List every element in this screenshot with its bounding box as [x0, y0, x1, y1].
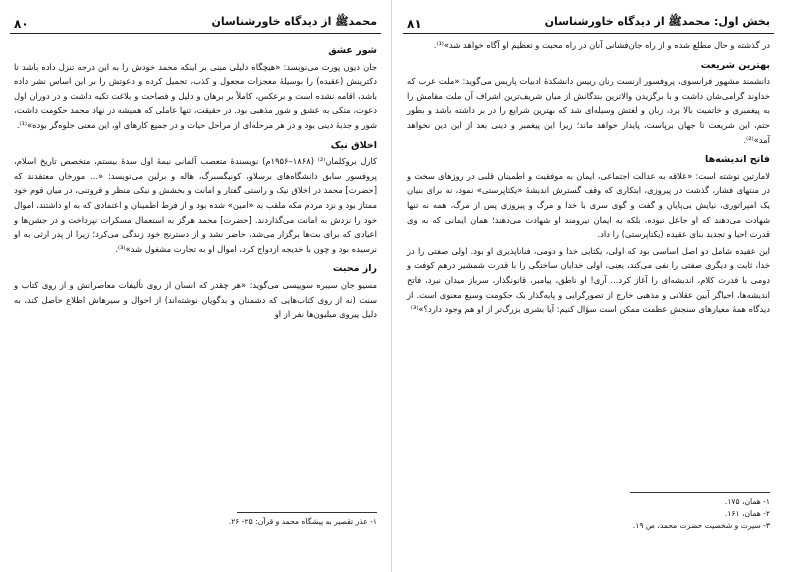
section-heading: شور عشق [328, 45, 377, 56]
footnotes [410, 492, 770, 532]
footnote-divider [237, 512, 377, 513]
page-number: ۸۰ [14, 17, 29, 31]
left-page-body [10, 34, 381, 322]
footnote: ۱- همان، ۱۷۵. [724, 497, 770, 506]
page-number: ۸۱ [407, 17, 422, 31]
footnotes [17, 512, 377, 528]
running-title: محمدﷺ از دیدگاه خاورشناسان [211, 15, 377, 28]
paragraph: این عقیده شامل دو اصل اساسی بود که اولی، یکتایی خدا و دومی، فناناپذیری او بود. اولی صفتی را در خدا، ثابت و دیگری صفتی را نفی می‌کند، یعنی، اولی خدایان ساختگی را با قدرت شمشیر درهم کوفت و دومی با قدرت کلام، اندیشه‌ای را آغاز کرد... آری! او ناطق، پیامبر، قانونگذار، سرباز میدان نبرد، فاتح اندیشه‌ها، احیاگر آیین عقلانی و مذهبی خارج از تصورگرایی و پایه‌گذار یک حکومت وسیع معنوی است. از دیدگاه همهٔ معیارهای سنجش عظمت ممکن است سؤال کنیم: آیا بشری بزرگ‌تر از او هم وجود دارد؟»⁽³⁾ [407, 245, 770, 315]
paragraph: در گذشته و حال مطلع شده و از راه جان‌فشانی آنان در راه محبت و تعظیم او آگاه خواهد شد»⁽¹⁾. [433, 40, 770, 50]
paragraph: لامارتین نوشته است: «علاقه به عدالت اجتماعی، ایمان به موفقیت و اطمینان قلبی در روزهای سخت و در منتهای فشار، گذشت در پیروزی، ابتکاری که وقف گسترش اندیشهٔ «یکتاپرستی» نمود، نه برای بنیان یک امپراتوری، نیایش بی‌پایان و گفت و گوی سری با خدا و مرگ و پیروزی پس از مرگ، همه نه تنها شهادت می‌دهند که او جاعل نبوده، بلکه به ایمان نیرومند او شهادت می‌دهند؛ همان ایمانی که به وی قدرت احیا و تجدید بنای عقیده (یکتاپرستی) را داد. [407, 170, 770, 240]
section-heading: اخلاق نیک [330, 139, 377, 151]
footnote: ۱- عذر تقصیر به پیشگاه محمد و قرآن: ۲۵- ۲۶. [228, 517, 377, 526]
footnote-divider [630, 492, 770, 493]
paragraph: جان دیون پورت می‌نویسد: «هیچگاه دلیلی مبنی بر اینکه محمد خودش را به این درجه تنزل داده باشد تا دکترینش (عقیده) را بوسیلهٔ معجزات مجعول و کذب، تحمیل کرده و دعوتش را بر این اساس نشر داده باشد، اقامه نشده است و برعکس، کاملاً بر برهان و دلیل و فصاحت و بلاغت تکیه داشت و در دوران اول دعوت، متکی به عشق و شور مذهبی بود. در حقیقت، تنها عاملی که همیشه در نهاد محمد حکومت داشت، شور و جذبهٔ دینی بود و در هر مرحله‌ای از مراحل حیات و در جمیع کارهای او، این معنی جلوه‌گر بوده»⁽¹⁾. [14, 61, 377, 130]
section-heading: بهترین شریعت [700, 59, 770, 71]
footnote: ۲- همان، ۱۶۱. [724, 509, 770, 518]
right-page [393, 0, 786, 572]
paragraph: کارل بروکلمان⁽²⁾ (۱۸۶۸–۱۹۵۶م) نویسندهٔ متعصب آلمانی نیمهٔ اول سدهٔ بیستم، متخصص تاریخ اسلام، پروفسور سابق دانشگاه‌های برسلاو، کونیگسبرگ، هاله و برلین می‌نویسد: «... مورخان معتقدند که [حضرت] محمد در اخلاق نیک و راستی گفتار و امانت و بخشش و نیکی منظر و فروتنی، در میان قوم خود ممتاز بود و نزد مردم مکه ملقب به «امین» شده بود و از فرط اطمینان و اعتمادی که به او داشتند، اموال خود را نزدش به امانت می‌گذاردند. [حضرت] محمد هرگز به استعمال مسکرات نپرداخت و در جشن‌ها و اعیادی که برای بت‌ها برگزار می‌شد، حاضر نشد و از دسترنج خود زندگی می‌کرد؛ زیرا از پدر ارثی به او نرسیده بود و چون با خدیجه ازدواج کرد، اموال او به تجارت مشغول شد»⁽³⁾. [14, 156, 378, 254]
paragraph: دانشمند مشهور فرانسوی، پروفسور ارنست رنان رییس دانشکدهٔ ادبیات پاریس می‌گوید: «ملت عرب که خداوند گرامی‌شان داشت و با برگزیدن والاترین بندگانش از میان شریف‌ترین اشراف آن ملت مقامش را به پیغمبری و خاتمیت بالا برد، زبان و لغتش وسیله‌ای شد که بهترین شرایع را در بر داشته باشد و بطور حتم، این شریعت تا جهان برپاست، پایدار خواهد ماند؛ زیرا این پیغمبر و دینی بعد از این دین نخواهد آمد»⁽²⁾. [407, 76, 770, 145]
paragraph: مسیو جان سیبره سوییسی می‌گوید: «هر چقدر که انسان از روی تألیفات معاصرانش و از روی کتاب و سنت (نه از روی کتاب‌هایی که دشمنان و بدگویان نوشته‌اند) از احوال و سیرهاش اطلاع حاصل کند، به دلیل پیروی میلیون‌ها نفر از او [14, 279, 377, 320]
right-page-body [403, 34, 774, 317]
section-heading: راز محبت [332, 263, 377, 275]
left-page [0, 0, 392, 572]
left-page-header [10, 10, 381, 34]
section-heading: فاتح اندیشه‌ها [705, 154, 770, 166]
footnote: ۳- سیرت و شخصیت حضرت محمد، ص ۱۹. [632, 521, 770, 530]
running-title: بخش اول: محمدﷺ از دیدگاه خاورشناسان [544, 15, 770, 28]
right-page-header [403, 10, 774, 34]
